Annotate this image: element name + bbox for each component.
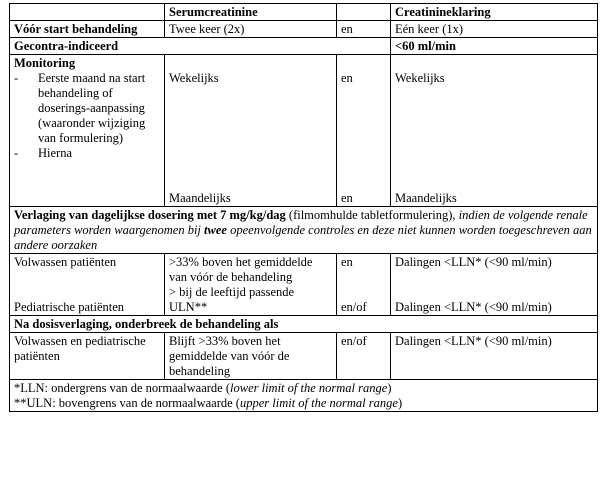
volwassen-label: Volwassen patiënten xyxy=(14,255,117,269)
verlaging-bold: Verlaging van dagelijkse dosering met 7 mg/kg/dag xyxy=(14,208,286,222)
footnote-lln xyxy=(14,381,593,396)
na-dosis-label: Na dosisverlaging, onderbreek de behandeling als xyxy=(10,316,598,333)
footnote-row xyxy=(10,380,598,412)
na-en: en/of xyxy=(337,333,391,380)
pediatrisch-serum: > bij de leeftijd passende ULN** xyxy=(169,285,295,314)
monitoring-item-2-klaring: Maandelijks xyxy=(395,191,457,205)
na-serum: Blijft >33% boven het gemiddelde van vóór de behandeling xyxy=(165,333,337,380)
footnote-lln-end: ) xyxy=(387,381,392,395)
monitoring-item-1-serum: Wekelijks xyxy=(169,71,219,85)
gecontra-label: Gecontra-indiceerd xyxy=(10,38,391,55)
monitoring-item-2-en: en xyxy=(341,191,353,205)
monitoring-klaring-cell xyxy=(391,55,598,207)
monitoring-en-cell xyxy=(337,55,391,207)
na-dosis-row xyxy=(10,316,598,333)
pediatrisch-label: Pediatrische patiënten xyxy=(14,300,125,314)
monitoring-item-1-klaring: Wekelijks xyxy=(395,71,445,85)
monitoring-item-1 xyxy=(14,71,160,146)
pediatrisch-klaring: Dalingen <LLN* (<90 ml/min) xyxy=(395,300,552,314)
footnote-lln-text: *LLN: ondergrens van de normaalwaarde ( xyxy=(14,381,231,395)
verlaging-normal: (filmomhulde tabletformulering), xyxy=(285,208,456,222)
footnote-cell xyxy=(10,380,598,412)
voor-start-label: Vóór start behandeling xyxy=(10,21,165,38)
monitoring-cell xyxy=(10,55,165,207)
monitoring-label: Monitoring xyxy=(14,56,76,70)
voor-start-klaring: Eén keer (1x) xyxy=(391,21,598,38)
verlaging-italic-bold: twee xyxy=(204,223,227,237)
footnote-uln-end: ) xyxy=(397,396,403,410)
gecontra-row xyxy=(10,38,598,55)
verlaging-row xyxy=(10,207,598,254)
voor-start-en: en xyxy=(337,21,391,38)
header-col3 xyxy=(337,4,391,21)
volwassen-pediatrisch-en-cell xyxy=(337,254,391,316)
monitoring-item-2 xyxy=(14,146,160,161)
volwassen-pediatrisch-serum-cell xyxy=(165,254,337,316)
verlaging-italic-2: opeenvolgende controles en deze niet kunnen worden toegeschreven aan andere oorzaken xyxy=(14,223,592,252)
verlaging-cell xyxy=(10,207,598,254)
na-patienten-row xyxy=(10,333,598,380)
volwassen-pediatrisch-klaring-cell xyxy=(391,254,598,316)
header-serumcreatinine: Serumcreatinine xyxy=(165,4,337,21)
gecontra-klaring: <60 ml/min xyxy=(391,38,598,55)
voor-start-row xyxy=(10,21,598,38)
pediatrisch-en: en/of xyxy=(341,300,367,314)
monitoring-item-1-en: en xyxy=(341,71,353,85)
footnote-uln-text: **ULN: bovengrens van de normaalwaarde ( xyxy=(14,396,240,410)
footnote-lln-italic: lower limit of the normal range xyxy=(230,381,388,395)
monitoring-item-1-dash: - xyxy=(14,71,19,85)
na-label: Volwassen en pediatrische patiënten xyxy=(10,333,165,380)
monitoring-item-2-dash: - xyxy=(14,146,19,160)
volwassen-en: en xyxy=(341,255,353,269)
volwassen-pediatrisch-row xyxy=(10,254,598,316)
monitoring-item-2-serum: Maandelijks xyxy=(169,191,231,205)
footnote-uln-italic: upper limit of the normal range xyxy=(239,396,398,410)
monitoring-row xyxy=(10,55,598,207)
monitoring-item-2-text: Hierna xyxy=(38,146,73,160)
volwassen-klaring: Dalingen <LLN* (<90 ml/min) xyxy=(395,255,552,269)
footnote-uln xyxy=(14,396,593,411)
monitoring-item-1-text: Eerste maand na start behandeling of doserings-aanpassing (waaronder wijziging van formulering) xyxy=(38,71,146,145)
volwassen-serum: >33% boven het gemiddelde van vóór de behandeling xyxy=(169,255,313,284)
header-row xyxy=(10,4,598,21)
monitoring-serum-cell xyxy=(165,55,337,207)
voor-start-serum: Twee keer (2x) xyxy=(165,21,337,38)
dosing-table xyxy=(9,3,598,412)
verlaging-italic-1: indien de volgende renale parameters worden waargenomen bij xyxy=(14,208,588,237)
volwassen-pediatrisch-label-cell xyxy=(10,254,165,316)
header-col1 xyxy=(10,4,165,21)
na-klaring: Dalingen <LLN* (<90 ml/min) xyxy=(391,333,598,380)
header-creatinineklaring: Creatinineklaring xyxy=(391,4,598,21)
